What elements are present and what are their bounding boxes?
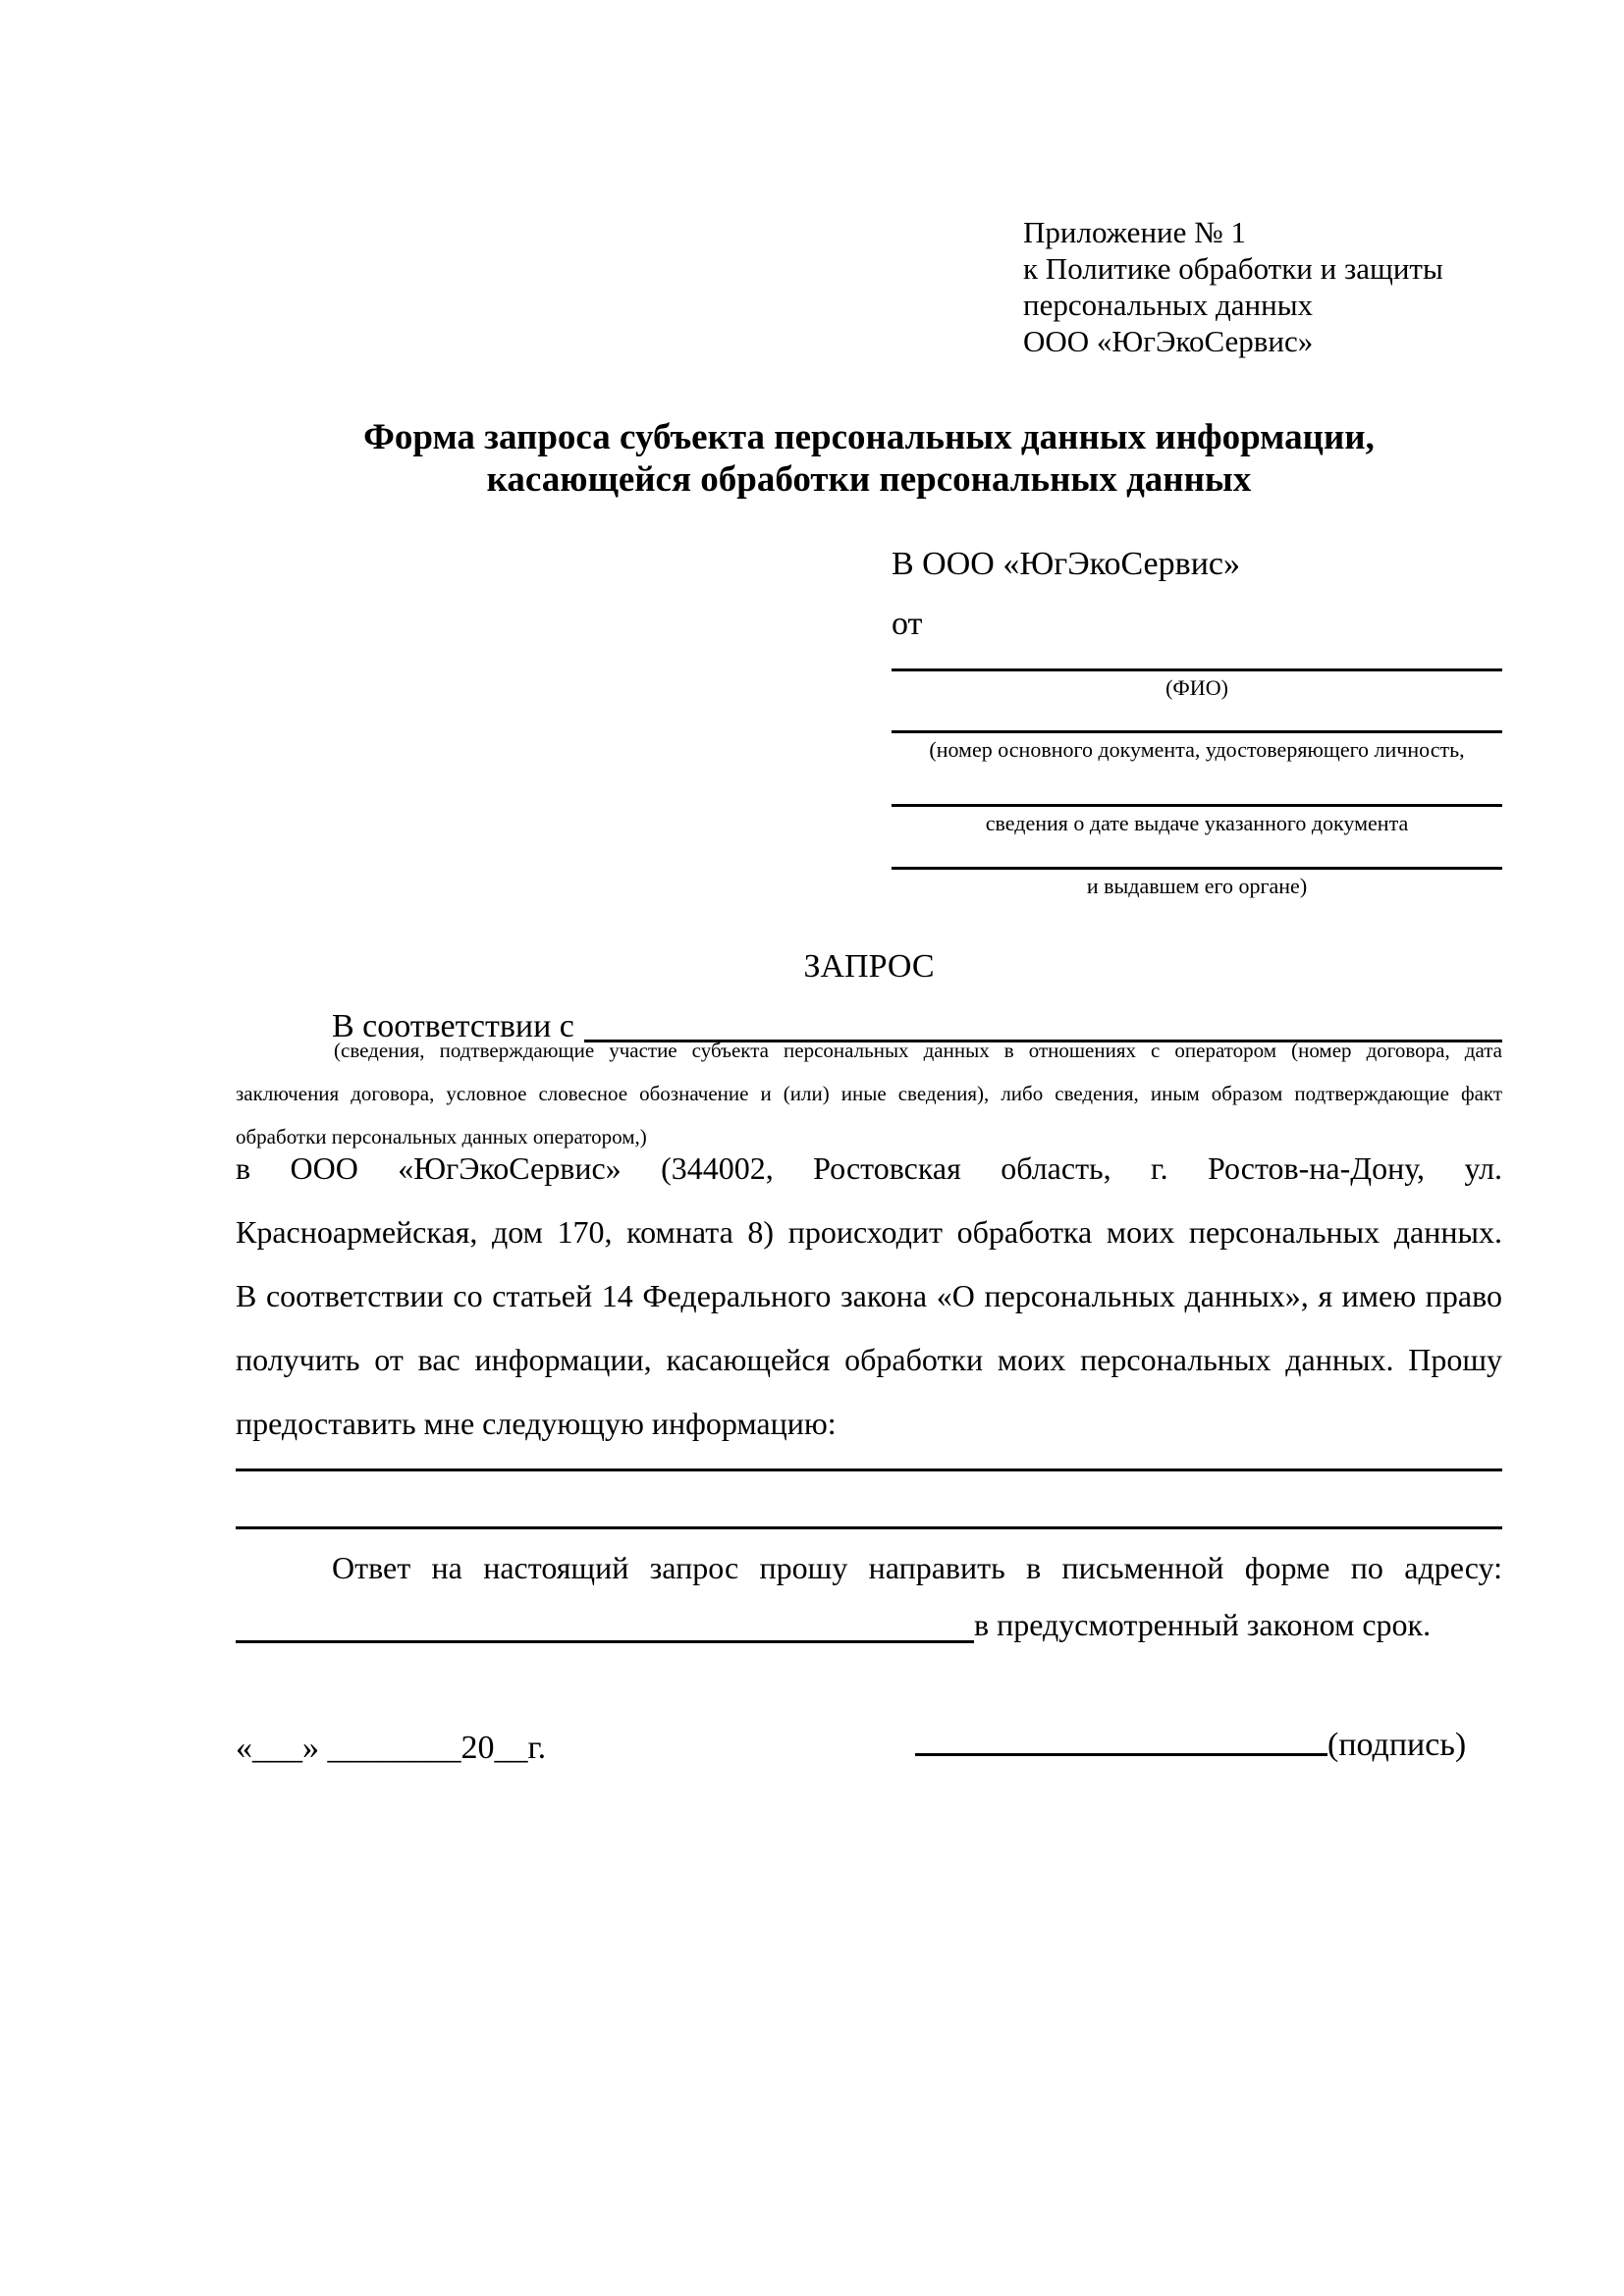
issuing-authority-caption: и выдавшем его органе) [1086,874,1308,898]
reply-paragraph-suffix: в предусмотренный законом срок. [974,1607,1432,1642]
according-to-label: В соответствии с [332,1008,574,1044]
issue-date-field-line[interactable] [892,804,1502,807]
request-body-line: получить от вас информации, касающейся обработки моих персональных данных. Прошу [236,1342,1502,1377]
request-body-line: в ООО «ЮгЭкоСервис» (344002, Ростовская область, г. Ростов-на-Дону, ул. [236,1150,1502,1186]
identity-document-field-line[interactable] [892,730,1502,733]
reply-paragraph [236,1539,1502,1653]
date-signature-row [236,1718,1502,1787]
appendix-note-line: Приложение № 1 [1023,215,1246,249]
issue-date-caption: сведения о дате выдаче указанного документа [985,811,1409,835]
document-title-line: Форма запроса субъекта персональных данных информации, [363,417,1375,457]
according-to-caption-line: заключения договора, условное словесное обозначение и (или) иные сведения), либо сведения, иным образом подтверждающие факт [236,1082,1502,1105]
appendix-note [1023,214,1443,359]
date-field[interactable]: «___» ________20__г. [236,1730,547,1766]
request-body-line: В соответствии со статьей 14 Федерального закона «О персональных данных», я имею право [236,1278,1502,1313]
request-body-line: Красноармейская, дом 170, комната 8) происходит обработка моих персональных данных. [236,1214,1502,1250]
signature-field-line[interactable] [915,1753,1327,1756]
requested-info-field-line-1[interactable] [236,1468,1502,1471]
signature-caption: (подпись) [1327,1727,1467,1763]
request-heading: ЗАПРОС [803,948,935,985]
requested-info-field-line-2[interactable] [236,1526,1502,1529]
fio-field-line[interactable] [892,668,1502,671]
document-title [236,416,1502,501]
request-body-line: предоставить мне следующую информацию: [236,1406,837,1441]
issuing-authority-field-line[interactable] [892,867,1502,870]
reply-paragraph-line2 [236,1596,1502,1653]
according-to-caption-line: (сведения, подтверждающие участие субъекта персональных данных в отношениях с оператором (номер договора, дата [334,1039,1502,1062]
addressee-organization: В ООО «ЮгЭкоСервис» [892,546,1240,582]
fio-caption: (ФИО) [1165,675,1228,700]
appendix-note-line: персональных данных [1023,288,1314,322]
reply-address-field-line[interactable] [236,1640,974,1643]
identity-document-caption: (номер основного документа, удостоверяющего личность, [929,737,1465,762]
appendix-note-line: к Политике обработки и защиты [1023,251,1443,286]
addressee-from-label: от [892,606,923,642]
according-to-caption-line: обработки персональных данных оператором,) [236,1125,647,1148]
appendix-note-line: ООО «ЮгЭкоСервис» [1023,324,1314,358]
document-title-line: касающейся обработки персональных данных [486,459,1252,500]
reply-paragraph-line1: Ответ на настоящий запрос прошу направить в письменной форме по адресу: [332,1550,1502,1585]
request-body-paragraph [236,1137,1502,1456]
